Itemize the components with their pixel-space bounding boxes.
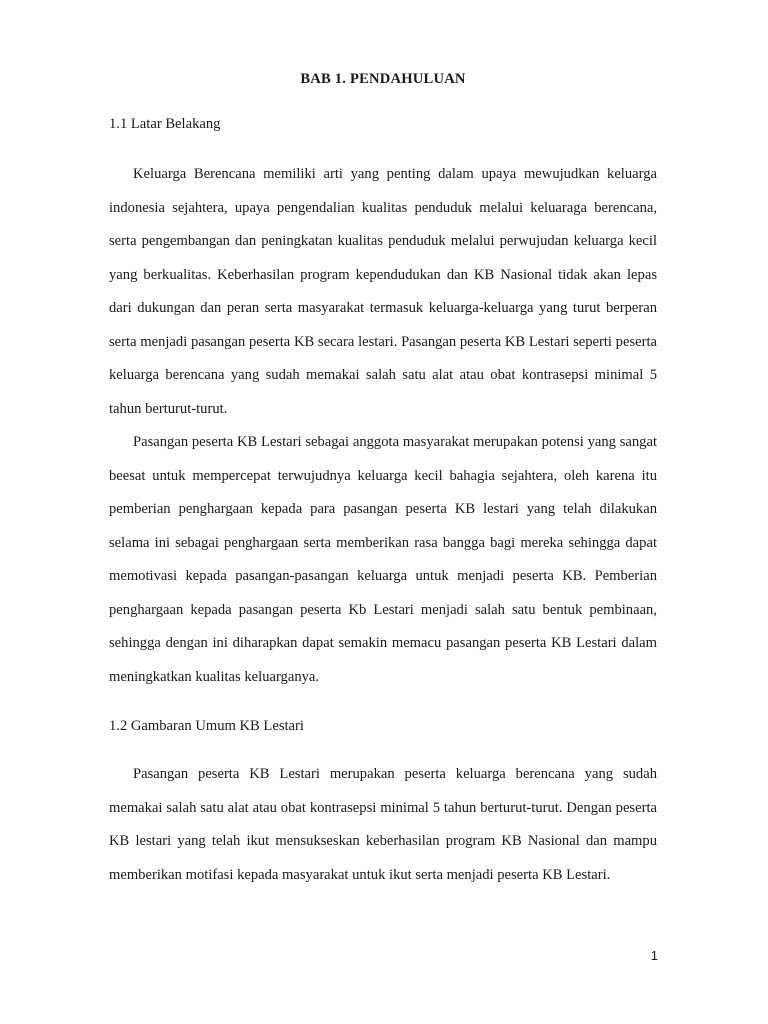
- section-heading-gambaran-umum: 1.2 Gambaran Umum KB Lestari: [109, 718, 304, 734]
- paragraph-latar-belakang-1: Keluarga Berencana memiliki arti yang penting dalam upaya mewujudkan keluarga indonesia sejahtera, upaya pengendalian kualitas penduduk melalui keluaraga berencana, serta pengembangan dan peningkatan kualitas penduduk melalui perwujudan keluarga kecil yang berkualitas. Keberhasilan program kependudukan dan KB Nasional tidak akan lepas dari dukungan dan peran serta masyarakat termasuk keluarga-keluarga yang turut berperan serta menjadi pasangan peserta KB secara lestari. Pasangan peserta KB Lestari seperti peserta keluarga berencana yang sudah memakai salah satu alat atau obat kontrasepsi minimal 5 tahun berturut-turut.: [109, 166, 657, 417]
- paragraph-gambaran-umum-1: Pasangan peserta KB Lestari merupakan peserta keluarga berencana yang sudah memakai salah satu alat atau obat kontrasepsi minimal 5 tahun berturut-turut. Dengan peserta KB lestari yang telah ikut mensukseskan keberhasilan program KB Nasional dan mampu memberikan motifasi kepada masyarakat untuk ikut serta menjadi peserta KB Lestari.: [109, 766, 657, 883]
- document-body: [109, 62, 657, 892]
- section-heading-latar-belakang: 1.1 Latar Belakang: [109, 116, 221, 132]
- page-number: 1: [650, 948, 658, 963]
- chapter-title: BAB 1. PENDAHULUAN: [300, 71, 466, 87]
- paragraph-latar-belakang-2: Pasangan peserta KB Lestari sebagai anggota masyarakat merupakan potensi yang sangat beesat untuk mempercepat terwujudnya keluarga kecil bahagia sejahtera, oleh karena itu pemberian penghargaan kepada para pasangan peserta KB lestari yang telah dilakukan selama ini sebagai penghargaan serta memberikan rasa bangga bagi mereka sehingga dapat memotivasi kepada pasangan-pasangan keluarga untuk menjadi peserta KB. Pemberian penghargaan kepada pasangan peserta Kb Lestari menjadi salah satu bentuk pembinaan, sehingga dengan ini diharapkan dapat semakin memacu pasangan peserta KB Lestari dalam meningkatkan kualitas keluarganya.: [109, 434, 657, 685]
